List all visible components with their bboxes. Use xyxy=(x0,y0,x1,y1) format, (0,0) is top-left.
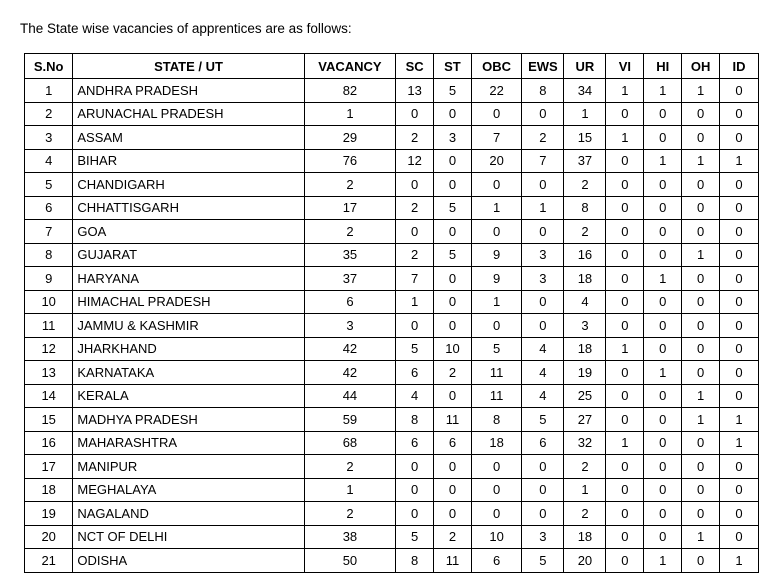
cell-vi: 1 xyxy=(606,79,644,103)
table-row xyxy=(25,314,759,338)
cell-obc: 0 xyxy=(471,502,521,526)
cell-vacancy: 2 xyxy=(304,502,395,526)
cell-sc: 12 xyxy=(396,149,434,173)
cell-sno: 13 xyxy=(25,361,73,385)
cell-ews: 3 xyxy=(522,525,564,549)
cell-vacancy: 17 xyxy=(304,196,395,220)
cell-ur: 32 xyxy=(564,431,606,455)
cell-sno: 16 xyxy=(25,431,73,455)
cell-oh: 0 xyxy=(682,220,720,244)
cell-st: 0 xyxy=(434,478,472,502)
cell-vi: 0 xyxy=(606,502,644,526)
cell-hi: 0 xyxy=(644,337,682,361)
cell-hi: 1 xyxy=(644,149,682,173)
cell-vacancy: 29 xyxy=(304,126,395,150)
table-row xyxy=(25,102,759,126)
cell-vacancy: 2 xyxy=(304,220,395,244)
cell-st: 3 xyxy=(434,126,472,150)
column-header-st: ST xyxy=(434,54,472,79)
cell-sno: 8 xyxy=(25,243,73,267)
cell-id: 0 xyxy=(720,361,759,385)
cell-obc: 8 xyxy=(471,408,521,432)
cell-vacancy: 82 xyxy=(304,79,395,103)
cell-state: MADHYA PRADESH xyxy=(73,408,304,432)
cell-obc: 1 xyxy=(471,196,521,220)
cell-ur: 8 xyxy=(564,196,606,220)
cell-st: 0 xyxy=(434,173,472,197)
cell-obc: 7 xyxy=(471,126,521,150)
table-row xyxy=(25,525,759,549)
cell-id: 0 xyxy=(720,196,759,220)
vacancy-table xyxy=(24,53,759,573)
cell-hi: 0 xyxy=(644,290,682,314)
cell-id: 0 xyxy=(720,455,759,479)
cell-vi: 0 xyxy=(606,549,644,573)
cell-hi: 0 xyxy=(644,478,682,502)
table-row xyxy=(25,126,759,150)
cell-ur: 18 xyxy=(564,267,606,291)
cell-id: 0 xyxy=(720,384,759,408)
cell-hi: 0 xyxy=(644,102,682,126)
cell-ur: 34 xyxy=(564,79,606,103)
cell-sno: 5 xyxy=(25,173,73,197)
cell-state: JAMMU & KASHMIR xyxy=(73,314,304,338)
cell-st: 2 xyxy=(434,525,472,549)
cell-sc: 8 xyxy=(396,549,434,573)
table-row xyxy=(25,243,759,267)
cell-vacancy: 2 xyxy=(304,455,395,479)
cell-id: 0 xyxy=(720,126,759,150)
cell-st: 0 xyxy=(434,102,472,126)
cell-ews: 7 xyxy=(522,149,564,173)
cell-sc: 6 xyxy=(396,361,434,385)
cell-sno: 20 xyxy=(25,525,73,549)
cell-oh: 1 xyxy=(682,243,720,267)
cell-oh: 1 xyxy=(682,79,720,103)
column-header-oh: OH xyxy=(682,54,720,79)
cell-vacancy: 3 xyxy=(304,314,395,338)
table-row xyxy=(25,455,759,479)
cell-st: 11 xyxy=(434,549,472,573)
cell-state: NCT OF DELHI xyxy=(73,525,304,549)
cell-ews: 4 xyxy=(522,384,564,408)
cell-obc: 5 xyxy=(471,337,521,361)
cell-hi: 1 xyxy=(644,361,682,385)
column-header-id: ID xyxy=(720,54,759,79)
table-row xyxy=(25,478,759,502)
cell-obc: 11 xyxy=(471,361,521,385)
cell-oh: 1 xyxy=(682,384,720,408)
column-header-ur: UR xyxy=(564,54,606,79)
cell-state: BIHAR xyxy=(73,149,304,173)
cell-vi: 0 xyxy=(606,361,644,385)
cell-ews: 3 xyxy=(522,267,564,291)
table-row xyxy=(25,196,759,220)
table-row xyxy=(25,408,759,432)
table-row xyxy=(25,173,759,197)
cell-hi: 0 xyxy=(644,173,682,197)
cell-oh: 0 xyxy=(682,102,720,126)
cell-hi: 0 xyxy=(644,525,682,549)
cell-st: 0 xyxy=(434,290,472,314)
cell-id: 1 xyxy=(720,408,759,432)
cell-state: ODISHA xyxy=(73,549,304,573)
cell-sno: 19 xyxy=(25,502,73,526)
cell-oh: 0 xyxy=(682,314,720,338)
table-body xyxy=(25,79,759,573)
column-header-hi: HI xyxy=(644,54,682,79)
cell-ur: 20 xyxy=(564,549,606,573)
cell-sc: 5 xyxy=(396,337,434,361)
cell-sno: 14 xyxy=(25,384,73,408)
cell-hi: 1 xyxy=(644,267,682,291)
cell-vacancy: 6 xyxy=(304,290,395,314)
cell-hi: 0 xyxy=(644,126,682,150)
cell-vi: 0 xyxy=(606,243,644,267)
cell-ews: 0 xyxy=(522,290,564,314)
cell-ews: 0 xyxy=(522,102,564,126)
cell-sno: 21 xyxy=(25,549,73,573)
column-header-sno: S.No xyxy=(25,54,73,79)
cell-ews: 6 xyxy=(522,431,564,455)
cell-oh: 0 xyxy=(682,267,720,291)
cell-ur: 16 xyxy=(564,243,606,267)
cell-st: 0 xyxy=(434,220,472,244)
cell-sc: 13 xyxy=(396,79,434,103)
cell-vi: 0 xyxy=(606,290,644,314)
cell-vacancy: 1 xyxy=(304,478,395,502)
cell-sno: 17 xyxy=(25,455,73,479)
cell-ur: 2 xyxy=(564,502,606,526)
cell-state: ARUNACHAL PRADESH xyxy=(73,102,304,126)
cell-ews: 8 xyxy=(522,79,564,103)
cell-vi: 0 xyxy=(606,196,644,220)
cell-id: 0 xyxy=(720,243,759,267)
cell-sc: 0 xyxy=(396,102,434,126)
cell-state: MANIPUR xyxy=(73,455,304,479)
cell-vi: 0 xyxy=(606,149,644,173)
cell-oh: 0 xyxy=(682,196,720,220)
cell-sc: 1 xyxy=(396,290,434,314)
cell-state: NAGALAND xyxy=(73,502,304,526)
cell-state: JHARKHAND xyxy=(73,337,304,361)
cell-state: HIMACHAL PRADESH xyxy=(73,290,304,314)
cell-ur: 2 xyxy=(564,173,606,197)
cell-st: 0 xyxy=(434,314,472,338)
cell-id: 1 xyxy=(720,431,759,455)
cell-hi: 0 xyxy=(644,196,682,220)
cell-vi: 1 xyxy=(606,337,644,361)
cell-sc: 0 xyxy=(396,220,434,244)
cell-ur: 27 xyxy=(564,408,606,432)
cell-sc: 6 xyxy=(396,431,434,455)
cell-hi: 0 xyxy=(644,431,682,455)
cell-st: 5 xyxy=(434,196,472,220)
cell-sno: 15 xyxy=(25,408,73,432)
cell-id: 0 xyxy=(720,525,759,549)
cell-hi: 0 xyxy=(644,220,682,244)
cell-sc: 0 xyxy=(396,502,434,526)
cell-ews: 0 xyxy=(522,502,564,526)
cell-st: 0 xyxy=(434,149,472,173)
cell-obc: 0 xyxy=(471,478,521,502)
cell-sc: 2 xyxy=(396,126,434,150)
cell-id: 0 xyxy=(720,337,759,361)
cell-sno: 10 xyxy=(25,290,73,314)
cell-hi: 0 xyxy=(644,243,682,267)
cell-vacancy: 42 xyxy=(304,337,395,361)
cell-obc: 22 xyxy=(471,79,521,103)
cell-id: 0 xyxy=(720,102,759,126)
cell-vi: 1 xyxy=(606,431,644,455)
cell-vacancy: 1 xyxy=(304,102,395,126)
cell-oh: 0 xyxy=(682,173,720,197)
cell-id: 0 xyxy=(720,173,759,197)
cell-ews: 0 xyxy=(522,220,564,244)
cell-id: 0 xyxy=(720,502,759,526)
cell-ur: 1 xyxy=(564,102,606,126)
cell-sc: 8 xyxy=(396,408,434,432)
cell-ews: 4 xyxy=(522,361,564,385)
cell-id: 0 xyxy=(720,220,759,244)
cell-oh: 1 xyxy=(682,525,720,549)
cell-hi: 0 xyxy=(644,455,682,479)
cell-vacancy: 38 xyxy=(304,525,395,549)
cell-sno: 18 xyxy=(25,478,73,502)
column-header-obc: OBC xyxy=(471,54,521,79)
cell-hi: 1 xyxy=(644,79,682,103)
table-row xyxy=(25,361,759,385)
cell-obc: 0 xyxy=(471,455,521,479)
cell-hi: 0 xyxy=(644,384,682,408)
cell-obc: 0 xyxy=(471,314,521,338)
cell-vacancy: 59 xyxy=(304,408,395,432)
cell-state: CHHATTISGARH xyxy=(73,196,304,220)
cell-ur: 25 xyxy=(564,384,606,408)
cell-obc: 10 xyxy=(471,525,521,549)
cell-id: 0 xyxy=(720,267,759,291)
cell-vi: 0 xyxy=(606,384,644,408)
cell-oh: 0 xyxy=(682,549,720,573)
cell-ur: 1 xyxy=(564,478,606,502)
cell-oh: 0 xyxy=(682,126,720,150)
column-header-vacancy: VACANCY xyxy=(304,54,395,79)
cell-st: 0 xyxy=(434,502,472,526)
cell-ur: 37 xyxy=(564,149,606,173)
cell-state: CHANDIGARH xyxy=(73,173,304,197)
cell-sc: 0 xyxy=(396,455,434,479)
cell-ews: 1 xyxy=(522,196,564,220)
cell-vacancy: 2 xyxy=(304,173,395,197)
cell-sc: 2 xyxy=(396,243,434,267)
cell-sno: 12 xyxy=(25,337,73,361)
cell-id: 1 xyxy=(720,149,759,173)
table-row xyxy=(25,337,759,361)
cell-ur: 18 xyxy=(564,337,606,361)
cell-oh: 1 xyxy=(682,408,720,432)
cell-ews: 3 xyxy=(522,243,564,267)
cell-vi: 0 xyxy=(606,102,644,126)
cell-obc: 9 xyxy=(471,267,521,291)
cell-st: 0 xyxy=(434,455,472,479)
column-header-ews: EWS xyxy=(522,54,564,79)
cell-sc: 4 xyxy=(396,384,434,408)
cell-state: KERALA xyxy=(73,384,304,408)
cell-ews: 0 xyxy=(522,455,564,479)
cell-vi: 0 xyxy=(606,455,644,479)
cell-ews: 5 xyxy=(522,549,564,573)
cell-ur: 3 xyxy=(564,314,606,338)
cell-sc: 0 xyxy=(396,314,434,338)
cell-state: GUJARAT xyxy=(73,243,304,267)
cell-obc: 6 xyxy=(471,549,521,573)
cell-ews: 0 xyxy=(522,478,564,502)
cell-sno: 11 xyxy=(25,314,73,338)
cell-vacancy: 68 xyxy=(304,431,395,455)
table-row xyxy=(25,149,759,173)
column-header-state: STATE / UT xyxy=(73,54,304,79)
cell-vi: 1 xyxy=(606,126,644,150)
cell-sno: 2 xyxy=(25,102,73,126)
cell-obc: 18 xyxy=(471,431,521,455)
cell-oh: 0 xyxy=(682,478,720,502)
cell-id: 0 xyxy=(720,314,759,338)
cell-sno: 3 xyxy=(25,126,73,150)
cell-oh: 0 xyxy=(682,290,720,314)
cell-state: HARYANA xyxy=(73,267,304,291)
cell-vi: 0 xyxy=(606,267,644,291)
cell-hi: 0 xyxy=(644,314,682,338)
cell-sno: 9 xyxy=(25,267,73,291)
cell-sno: 6 xyxy=(25,196,73,220)
cell-oh: 0 xyxy=(682,431,720,455)
cell-obc: 1 xyxy=(471,290,521,314)
cell-sc: 5 xyxy=(396,525,434,549)
cell-sc: 7 xyxy=(396,267,434,291)
cell-ews: 5 xyxy=(522,408,564,432)
cell-state: ANDHRA PRADESH xyxy=(73,79,304,103)
cell-obc: 20 xyxy=(471,149,521,173)
cell-obc: 11 xyxy=(471,384,521,408)
cell-state: KARNATAKA xyxy=(73,361,304,385)
table-row xyxy=(25,290,759,314)
cell-vacancy: 35 xyxy=(304,243,395,267)
cell-vi: 0 xyxy=(606,220,644,244)
table-row xyxy=(25,549,759,573)
cell-ews: 0 xyxy=(522,314,564,338)
cell-ur: 2 xyxy=(564,455,606,479)
cell-state: MEGHALAYA xyxy=(73,478,304,502)
cell-st: 5 xyxy=(434,243,472,267)
cell-hi: 0 xyxy=(644,502,682,526)
cell-ews: 0 xyxy=(522,173,564,197)
cell-id: 0 xyxy=(720,478,759,502)
cell-vacancy: 76 xyxy=(304,149,395,173)
cell-sno: 4 xyxy=(25,149,73,173)
cell-sc: 2 xyxy=(396,196,434,220)
cell-vi: 0 xyxy=(606,314,644,338)
table-row xyxy=(25,431,759,455)
cell-st: 0 xyxy=(434,267,472,291)
cell-hi: 0 xyxy=(644,408,682,432)
cell-id: 0 xyxy=(720,79,759,103)
cell-id: 0 xyxy=(720,290,759,314)
table-row xyxy=(25,502,759,526)
cell-st: 0 xyxy=(434,384,472,408)
cell-ur: 15 xyxy=(564,126,606,150)
cell-st: 6 xyxy=(434,431,472,455)
cell-sc: 0 xyxy=(396,173,434,197)
cell-state: ASSAM xyxy=(73,126,304,150)
cell-obc: 0 xyxy=(471,220,521,244)
cell-st: 5 xyxy=(434,79,472,103)
cell-sno: 1 xyxy=(25,79,73,103)
cell-vacancy: 37 xyxy=(304,267,395,291)
cell-oh: 1 xyxy=(682,149,720,173)
cell-oh: 0 xyxy=(682,361,720,385)
cell-vacancy: 44 xyxy=(304,384,395,408)
cell-vi: 0 xyxy=(606,525,644,549)
cell-oh: 0 xyxy=(682,455,720,479)
cell-obc: 9 xyxy=(471,243,521,267)
cell-state: MAHARASHTRA xyxy=(73,431,304,455)
column-header-sc: SC xyxy=(396,54,434,79)
cell-ur: 4 xyxy=(564,290,606,314)
cell-obc: 0 xyxy=(471,102,521,126)
cell-ur: 2 xyxy=(564,220,606,244)
cell-st: 10 xyxy=(434,337,472,361)
cell-st: 2 xyxy=(434,361,472,385)
cell-ews: 2 xyxy=(522,126,564,150)
cell-ur: 19 xyxy=(564,361,606,385)
cell-sc: 0 xyxy=(396,478,434,502)
column-header-vi: VI xyxy=(606,54,644,79)
header-row xyxy=(25,54,759,79)
table-row xyxy=(25,220,759,244)
cell-vi: 0 xyxy=(606,173,644,197)
table-header xyxy=(25,54,759,79)
table-row xyxy=(25,384,759,408)
table-row xyxy=(25,79,759,103)
cell-state: GOA xyxy=(73,220,304,244)
cell-vacancy: 42 xyxy=(304,361,395,385)
table-row xyxy=(25,267,759,291)
intro-text: The State wise vacancies of apprentices are as follows: xyxy=(20,21,352,36)
cell-vi: 0 xyxy=(606,408,644,432)
cell-hi: 1 xyxy=(644,549,682,573)
cell-sno: 7 xyxy=(25,220,73,244)
cell-vi: 0 xyxy=(606,478,644,502)
cell-oh: 0 xyxy=(682,502,720,526)
cell-ur: 18 xyxy=(564,525,606,549)
cell-obc: 0 xyxy=(471,173,521,197)
cell-vacancy: 50 xyxy=(304,549,395,573)
cell-id: 1 xyxy=(720,549,759,573)
cell-ews: 4 xyxy=(522,337,564,361)
cell-oh: 0 xyxy=(682,337,720,361)
cell-st: 11 xyxy=(434,408,472,432)
